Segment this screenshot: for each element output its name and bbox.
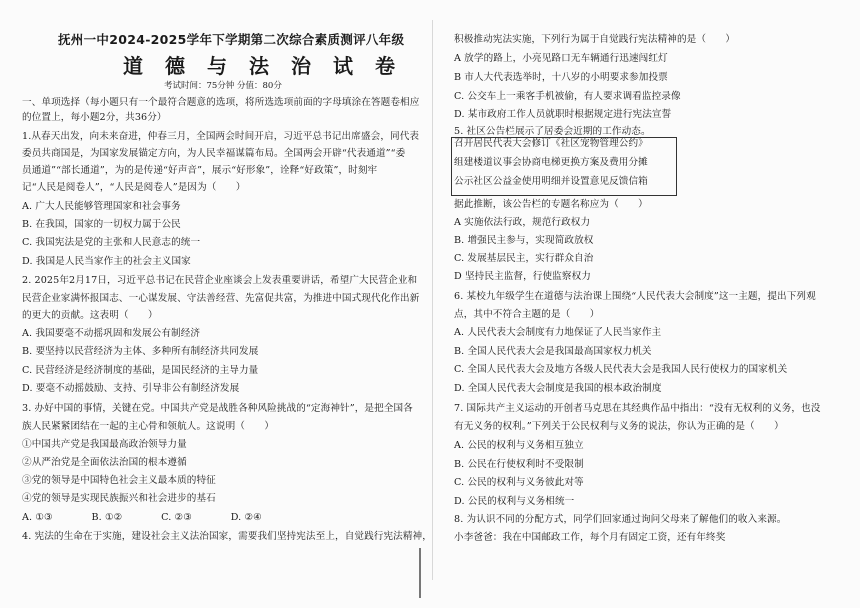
- question-4-option-d: D. 某市政府工作人员就职时根据规定进行宪法宣誓: [454, 109, 672, 120]
- question-3-stem-line2: 族人民紧紧团结在一起的主心骨和领航人。这说明（ ）: [22, 421, 275, 432]
- question-1-stem-line2: 委员共商国是，为国家发展锚定方向，为人民幸福谋篇布局。全国两会开辟“代表通道”“委: [22, 148, 406, 159]
- question-3-statement-3: ③党的领导是中国特色社会主义最本质的特征: [22, 475, 216, 486]
- question-7-stem-line2: 有无义务的权利。”下列关于公民权利与义务的说法，你认为正确的是（ ）: [454, 421, 784, 432]
- question-2-option-b: B. 要坚持以民营经济为主体、多种所有制经济共同发展: [22, 346, 259, 357]
- question-7-option-d: D. 公民的权利与义务相统一: [454, 496, 575, 507]
- question-6-option-c: C. 全国人民代表大会及地方各级人民代表大会是我国人民行使权力的国家机关: [454, 364, 788, 375]
- question-1-option-b: B. 在我国，国家的一切权力属于公民: [22, 219, 181, 230]
- question-4-option-b: B 市人大代表选举时，十八岁的小明要求参加投票: [454, 72, 668, 83]
- question-3-stem: 3. 办好中国的事情，关键在党。中国共产党是战胜各种风险挑战的“定海神针”，是把全国各: [22, 403, 413, 414]
- question-4-stem: 4. 宪法的生命在于实施，建设社会主义法治国家，需要我们坚持宪法至上，自觉践行宪法精神，: [22, 531, 432, 542]
- subject-title: 道德与法治试卷: [123, 54, 417, 78]
- question-3-statement-2: ②从严治党是全面依法治国的根本遵循: [22, 457, 187, 468]
- notice-board-box: [451, 137, 677, 196]
- question-2-stem-line3: 的更大的贡献。这表明（ ）: [22, 310, 158, 321]
- question-6-option-d: D. 全国人民代表大会制度是我国的根本政治制度: [454, 383, 662, 394]
- exam-info: 考试时间：75分钟 分值：80分: [164, 81, 282, 91]
- question-2-stem-line2: 民营企业家满怀报国志、一心谋发展、守法善经营、先富促共富，为推进中国式现代化作出新: [22, 293, 420, 304]
- question-5-option-a: A 实施依法行政，规范行政权力: [454, 217, 591, 228]
- question-5-option-b: B. 增强民主参与，实现简政放权: [454, 235, 594, 246]
- question-7-option-a: A. 公民的权利与义务相互独立: [454, 440, 584, 451]
- question-1-option-a: A. 广大人民能够管理国家和社会事务: [22, 201, 181, 212]
- question-8-material: 小李爸爸：我在中国邮政工作，每个月有固定工资，还有年终奖: [454, 532, 726, 543]
- question-2-option-d: D. 要毫不动摇鼓励、支持、引导非公有制经济发展: [22, 383, 240, 394]
- notice-item: 组建楼道议事会协商电梯更换方案及费用分摊: [454, 157, 648, 168]
- question-1-stem-line3: 员通道”“部长通道”，为的是传递“好声音”，展示“好形象”，诠释“好政策”，时刻牢: [22, 165, 378, 176]
- question-2-stem: 2. 2025年2月17日，习近平总书记在民营企业座谈会上发表重要讲话，希望广大民营企业和: [22, 275, 418, 286]
- question-5-prompt: 据此推断，该公告栏的专题名称应为（ ）: [454, 199, 648, 210]
- question-1-option-c: C. 我国宪法是党的主张和人民意志的统一: [22, 237, 201, 248]
- question-1-stem: 1.从春天出发，向未来奋进，仲春三月，全国两会时间开启，习近平总书记出席盛会，同代表: [22, 131, 420, 142]
- question-5-stem: 5. 社区公告栏展示了居委会近期的工作动态。: [454, 126, 651, 137]
- question-4-option-a: A 放学的路上，小亮见路口无车辆通行迅速闯红灯: [454, 53, 668, 64]
- question-1-option-d: D. 我国是人民当家作主的社会主义国家: [22, 256, 191, 267]
- question-7-stem: 7. 国际共产主义运动的开创者马克思在其经典作品中指出：“没有无权利的义务，也没: [454, 403, 821, 414]
- question-2-option-a: A. 我国要毫不动摇巩固和发展公有制经济: [22, 328, 201, 339]
- question-8-stem: 8. 为认识不同的分配方式，同学们回家通过询问父母来了解他们的收入来源。: [454, 514, 787, 525]
- question-6-stem: 6. 某校九年级学生在道德与法治课上围绕“人民代表大会制度”这一主题，提出下列观: [454, 291, 816, 302]
- question-4-option-c: C. 公交车上一乘客手机被偷，有人要求调看监控录像: [454, 91, 681, 102]
- question-2-option-c: C. 民营经济是经济制度的基础，是国民经济的主导力量: [22, 365, 259, 376]
- question-6-stem-line2: 点，其中不符合主题的是（ ）: [454, 309, 600, 320]
- question-3-statement-1: ①中国共产党是我国最高政治领导力量: [22, 439, 187, 450]
- question-5-option-d: D 坚持民主监督，行使监察权力: [454, 271, 591, 282]
- scan-mark: [419, 548, 421, 598]
- question-5-option-c: C. 发展基层民主，实行群众自治: [454, 253, 594, 264]
- notice-item: 召开居民代表大会修订《社区宠物管理公约》: [454, 138, 648, 149]
- question-7-option-b: B. 公民在行使权利时不受限制: [454, 459, 584, 470]
- column-divider: [432, 20, 433, 580]
- notice-item: 公示社区公益金使用明细并设置意见反馈信箱: [454, 176, 648, 187]
- question-6-option-b: B. 全国人民代表大会是我国最高国家权力机关: [454, 346, 652, 357]
- school-title: 抚州一中2024-2025学年下学期第二次综合素质测评八年级: [58, 32, 405, 47]
- question-3-statement-4: ④党的领导是实现民族振兴和社会进步的基石: [22, 493, 216, 504]
- question-1-stem-line4: 记“人民是阅卷人”，“人民是阅卷人”是因为（ ）: [22, 182, 246, 193]
- question-7-option-c: C. 公民的权利与义务彼此对等: [454, 477, 584, 488]
- section-instruction-cont: 的位置上，每小题2分，共36分）: [22, 112, 167, 123]
- section-instruction: 一、单项选择（每小题只有一个最符合题意的选项，将所选选项前面的字母填涂在答题卷相应: [22, 97, 420, 108]
- question-3-options: A. ①③ B. ①② C. ②③ D. ②④: [22, 512, 262, 523]
- question-6-option-a: A. 人民代表大会制度有力地保证了人民当家作主: [454, 327, 662, 338]
- question-4-stem-cont: 积极推动宪法实施，下列行为属于自觉践行宪法精神的是（ ）: [454, 34, 736, 45]
